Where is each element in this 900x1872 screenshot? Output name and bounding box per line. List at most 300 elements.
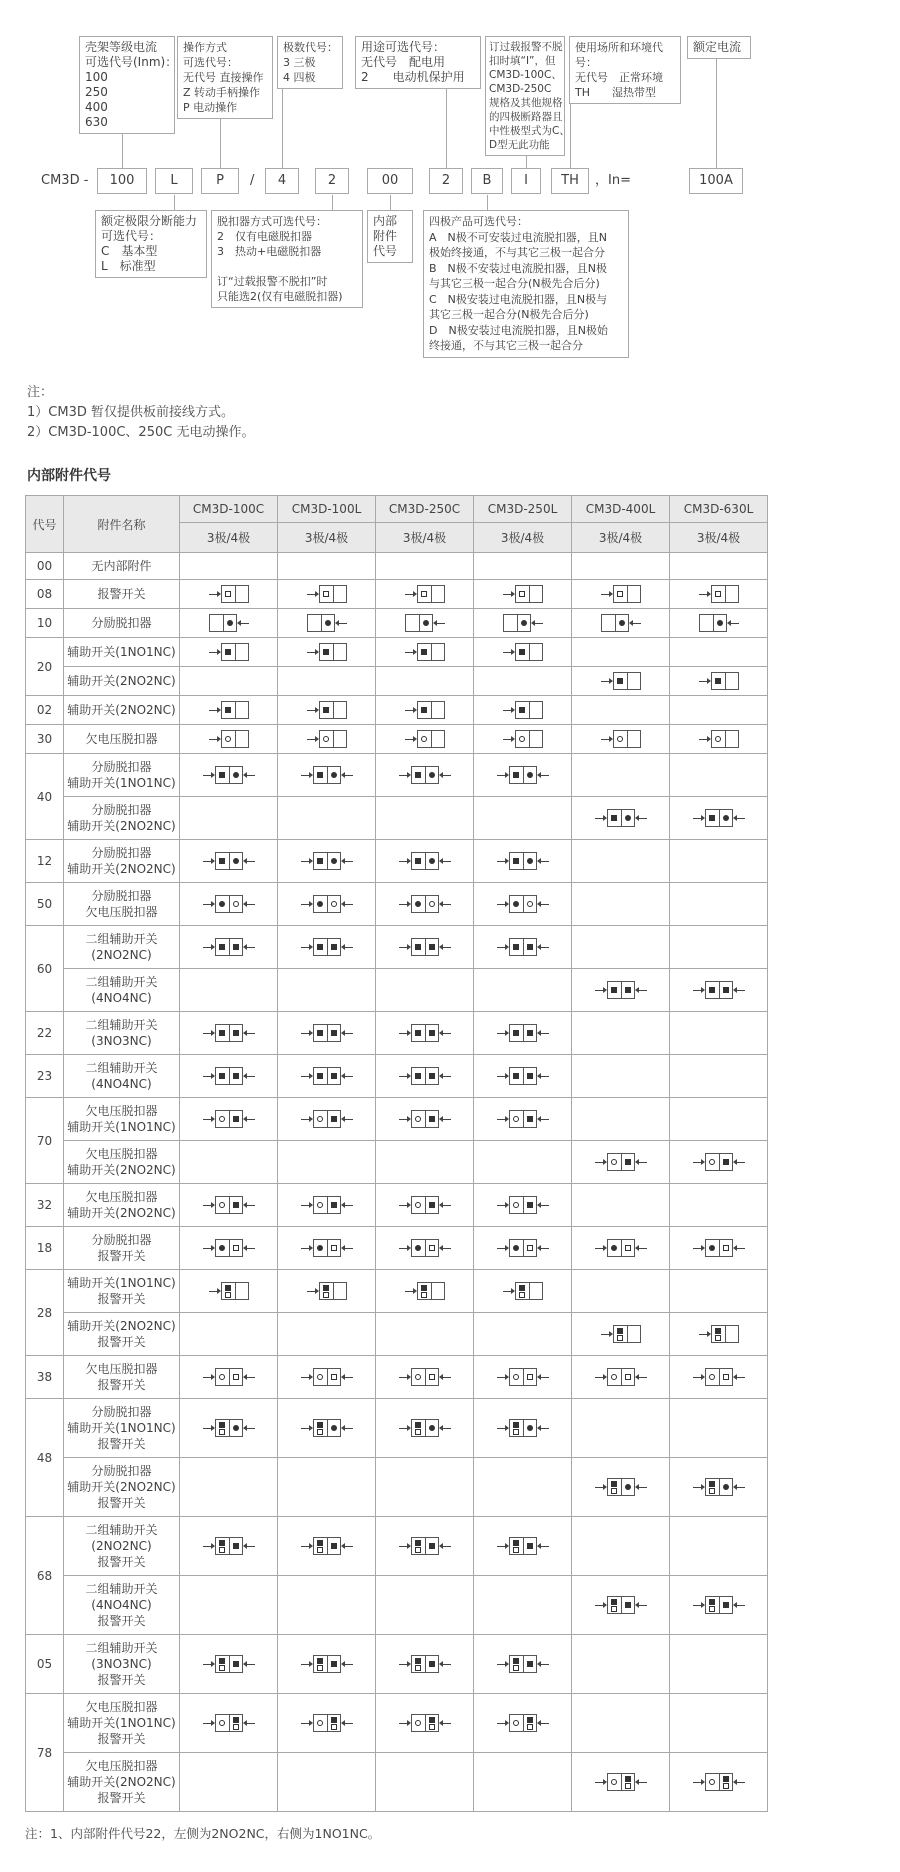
accessory-body <box>215 1537 243 1555</box>
contact-symbol-fc <box>415 1245 421 1251</box>
lead-wire <box>541 1664 549 1665</box>
accessory-compartment <box>216 1240 229 1256</box>
accessory-schematic-icon <box>497 1110 549 1128</box>
model-availability-cell <box>180 638 278 667</box>
accessory-compartment <box>412 1197 425 1213</box>
accessory-body <box>313 1714 341 1732</box>
model-availability-cell <box>180 1753 278 1812</box>
contact-symbol-hs <box>225 1292 231 1298</box>
accessory-name-cell <box>64 1517 180 1576</box>
lead-wire <box>399 904 407 905</box>
contact-symbol-fs <box>709 815 715 821</box>
lead-wire <box>503 710 511 711</box>
model-availability-cell <box>572 1694 670 1753</box>
contact-symbol-hc <box>317 1116 323 1122</box>
lead-wire <box>443 947 451 948</box>
contact-symbol-fc <box>513 901 519 907</box>
callout-line: 的四极断路器且 <box>489 111 563 123</box>
lead-arrow-icon <box>203 901 215 907</box>
contact-symbol-hc <box>519 736 525 742</box>
callout-line: 号： <box>575 56 597 69</box>
model-code-segment: I <box>511 168 541 194</box>
lead-wire <box>595 818 603 819</box>
accessory-compartment <box>412 1111 425 1127</box>
accessory-body <box>601 614 629 632</box>
contact-symbol-hs <box>513 1429 519 1435</box>
accessory-code-cell: 68 <box>26 1517 64 1635</box>
lead-wire <box>247 1377 255 1378</box>
accessory-body <box>319 701 347 719</box>
accessory-compartment <box>523 853 536 869</box>
accessory-schematic-icon <box>497 1714 549 1732</box>
lead-arrow-icon <box>399 944 411 950</box>
lead-arrow-icon <box>203 1073 215 1079</box>
accessory-compartment <box>235 586 248 602</box>
lead-arrow-icon <box>537 1116 549 1122</box>
model-availability-cell <box>670 1055 768 1098</box>
contact-symbol-hc <box>323 736 329 742</box>
lead-arrow-icon <box>341 1073 353 1079</box>
table-row <box>26 638 768 667</box>
accessory-compartment <box>314 1369 327 1385</box>
contact-symbol-hc <box>513 1202 519 1208</box>
lead-wire <box>541 1033 549 1034</box>
lead-wire <box>737 990 745 991</box>
accessory-compartment <box>327 1240 340 1256</box>
accessory-body <box>313 1110 341 1128</box>
accessory-name-line: 辅助开关(2NO2NC) <box>67 703 176 717</box>
lead-wire <box>345 861 353 862</box>
accessory-compartment <box>229 1025 242 1041</box>
accessory-compartment <box>327 1656 340 1672</box>
accessory-schematic-icon <box>595 1368 647 1386</box>
contact-symbol-hc <box>219 1374 225 1380</box>
lead-wire <box>399 1723 407 1724</box>
accessory-body <box>705 809 733 827</box>
accessory-compartment <box>712 586 725 602</box>
connector-line <box>174 195 175 210</box>
model-availability-cell <box>278 1270 376 1313</box>
accessory-name-line: 分励脱扣器 <box>91 760 152 774</box>
lead-arrow-icon <box>399 858 411 864</box>
lead-wire <box>209 739 217 740</box>
model-availability-cell <box>572 667 670 696</box>
lead-wire <box>497 775 505 776</box>
accessory-compartment <box>314 1656 327 1672</box>
connector-line <box>122 134 123 168</box>
callout-line: 4 四极 <box>283 71 316 84</box>
contact-symbol-fs <box>429 1543 435 1549</box>
accessory-body <box>215 938 243 956</box>
contact-symbol-hc <box>317 1374 323 1380</box>
accessory-body <box>313 1067 341 1085</box>
accessory-schematic-icon <box>601 614 641 632</box>
accessory-schematic-icon <box>503 701 543 719</box>
accessory-schematic-icon <box>601 585 641 603</box>
contact-symbol-fs <box>723 1776 729 1782</box>
lead-wire <box>699 594 707 595</box>
lead-wire <box>443 1546 451 1547</box>
accessory-compartment <box>320 586 333 602</box>
lead-arrow-icon <box>341 1374 353 1380</box>
model-code-segment: B <box>471 168 503 194</box>
model-availability-cell <box>474 754 572 797</box>
accessory-schematic-icon <box>301 1196 353 1214</box>
contact-symbol-hs <box>219 1429 225 1435</box>
accessory-compartment <box>725 586 738 602</box>
accessory-compartment <box>314 1715 327 1731</box>
accessory-compartment <box>308 615 321 631</box>
lead-wire <box>203 1076 211 1077</box>
contact-symbol-hs <box>415 1429 421 1435</box>
accessory-compartment <box>719 1240 732 1256</box>
contact-symbol-hs <box>723 1374 729 1380</box>
accessory-schematic-icon <box>497 895 549 913</box>
contact-symbol-fs <box>611 987 617 993</box>
contact-symbol-hc <box>421 736 427 742</box>
accessory-compartment <box>510 1715 523 1731</box>
callout-line: 可选代号： <box>101 229 162 243</box>
accessory-name-line: (4NO4NC) <box>91 1077 152 1091</box>
contact-symbol-hs <box>421 1292 427 1298</box>
accessory-name-line: 辅助开关(2NO2NC) <box>67 1206 176 1220</box>
lead-arrow-icon <box>307 1288 319 1294</box>
accessory-name-line: 辅助开关(2NO2NC) <box>67 862 176 876</box>
accessory-compartment <box>510 853 523 869</box>
accessory-code-cell: 23 <box>26 1055 64 1098</box>
lead-wire <box>345 1723 353 1724</box>
lead-wire <box>345 1428 353 1429</box>
accessory-compartment <box>412 1715 425 1731</box>
accessory-compartment <box>425 896 438 912</box>
lead-arrow-icon <box>341 1245 353 1251</box>
lead-arrow-icon <box>601 736 613 742</box>
lead-arrow-icon <box>301 1030 313 1036</box>
contact-symbol-hs <box>225 591 231 597</box>
callout-line: 使用场所和环境代 <box>575 41 663 54</box>
accessory-compartment <box>229 1538 242 1554</box>
accessory-body <box>607 981 635 999</box>
col-subheader-poles: 3极/4极 <box>278 523 376 553</box>
contact-symbol-fc <box>317 1245 323 1251</box>
model-availability-cell <box>278 1458 376 1517</box>
callout-release-type <box>211 210 363 308</box>
accessory-schematic-icon <box>301 1368 353 1386</box>
model-availability-cell <box>278 609 376 638</box>
accessory-code-cell: 70 <box>26 1098 64 1184</box>
model-availability-cell <box>670 1227 768 1270</box>
lead-wire <box>307 710 315 711</box>
lead-arrow-icon <box>693 1484 705 1490</box>
lead-arrow-icon <box>537 1073 549 1079</box>
lead-wire <box>541 1546 549 1547</box>
contact-symbol-hs <box>519 591 525 597</box>
lead-wire <box>497 1723 505 1724</box>
lead-arrow-icon <box>733 987 745 993</box>
lead-wire <box>639 990 647 991</box>
accessory-compartment <box>517 615 530 631</box>
accessory-compartment <box>418 644 431 660</box>
lead-wire <box>541 861 549 862</box>
lead-arrow-icon <box>399 1030 411 1036</box>
accessory-name-line: 报警开关 <box>97 1555 146 1569</box>
accessory-name-line: 二组辅助开关 <box>85 1523 158 1537</box>
lead-arrow-icon <box>497 1202 509 1208</box>
accessory-body <box>215 1196 243 1214</box>
accessory-body <box>509 1110 537 1128</box>
contact-symbol-fs <box>233 1202 239 1208</box>
accessory-compartment <box>510 1538 523 1554</box>
model-availability-cell <box>278 840 376 883</box>
lead-arrow-icon <box>243 1245 255 1251</box>
lead-wire <box>301 1119 309 1120</box>
accessory-schematic-icon <box>693 1773 745 1791</box>
contact-symbol-fs <box>429 1073 435 1079</box>
accessory-code-cell: 00 <box>26 553 64 580</box>
lead-wire <box>595 1162 603 1163</box>
lead-wire <box>203 1033 211 1034</box>
accessory-body <box>509 1537 537 1555</box>
accessory-name-line: 分励脱扣器 <box>91 1405 152 1419</box>
model-availability-cell <box>376 1270 474 1313</box>
accessory-compartment <box>523 896 536 912</box>
accessory-compartment <box>719 1154 732 1170</box>
accessory-name-line: 分励脱扣器 <box>91 846 152 860</box>
lead-wire <box>203 904 211 905</box>
accessory-compartment <box>725 673 738 689</box>
lead-arrow-icon <box>537 944 549 950</box>
accessory-schematic-icon <box>497 1368 549 1386</box>
model-availability-cell <box>278 667 376 696</box>
lead-wire <box>399 947 407 948</box>
lead-wire <box>301 947 309 948</box>
lead-arrow-icon <box>399 1374 411 1380</box>
lead-arrow-icon <box>209 649 221 655</box>
lead-wire <box>503 652 511 653</box>
accessory-compartment <box>216 1656 229 1672</box>
lead-arrow-icon <box>537 1425 549 1431</box>
accessory-schematic-icon <box>595 1773 647 1791</box>
accessory-name-line: 辅助开关(2NO2NC) <box>67 1775 176 1789</box>
accessory-body <box>319 730 347 748</box>
contact-symbol-fs <box>233 1543 239 1549</box>
contact-symbol-fs <box>429 1661 435 1667</box>
model-availability-cell <box>670 1012 768 1055</box>
accessory-schematic-icon <box>601 1325 641 1343</box>
lead-arrow-icon <box>341 1030 353 1036</box>
accessory-compartment <box>229 1715 242 1731</box>
callout-line: 脱扣器方式可选代号： <box>217 215 327 228</box>
accessory-name-cell <box>64 969 180 1012</box>
accessory-body <box>417 730 445 748</box>
model-availability-cell <box>572 1517 670 1576</box>
lead-arrow-icon <box>727 620 739 626</box>
model-availability-cell <box>180 1313 278 1356</box>
lead-arrow-icon <box>693 1374 705 1380</box>
contact-symbol-hs <box>709 1606 715 1612</box>
accessory-body <box>221 643 249 661</box>
connector-line <box>446 89 447 168</box>
table-row <box>26 1098 768 1141</box>
callout-line: 额定极限分断能力 <box>101 214 198 228</box>
contact-symbol-hc <box>429 901 435 907</box>
lead-wire <box>399 1546 407 1547</box>
accessory-body <box>221 585 249 603</box>
lead-arrow-icon <box>693 1602 705 1608</box>
lead-wire <box>345 1205 353 1206</box>
contact-symbol-fs <box>513 858 519 864</box>
table-row <box>26 969 768 1012</box>
callout-line: D N极安装过电流脱扣器，且N极始 <box>429 323 608 337</box>
contact-symbol-fc <box>625 1484 631 1490</box>
accessory-name-cell <box>64 1753 180 1812</box>
accessory-compartment <box>510 1068 523 1084</box>
lead-wire <box>399 1205 407 1206</box>
contact-symbol-fc <box>513 1245 519 1251</box>
lead-arrow-icon <box>497 1543 509 1549</box>
model-availability-cell <box>572 1270 670 1313</box>
accessory-name-line: 欠电压脱扣器 <box>85 1759 158 1773</box>
accessory-compartment <box>523 1715 536 1731</box>
contact-symbol-hs <box>625 1783 631 1789</box>
lead-arrow-icon <box>439 858 451 864</box>
accessory-body <box>411 1110 439 1128</box>
lead-arrow-icon <box>243 1374 255 1380</box>
accessory-schematic-icon <box>497 766 549 784</box>
contact-symbol-fs <box>225 707 231 713</box>
model-availability-cell <box>670 926 768 969</box>
model-availability-cell <box>572 840 670 883</box>
accessory-compartment <box>621 1154 634 1170</box>
accessory-body <box>411 895 439 913</box>
accessory-body <box>313 852 341 870</box>
accessory-name-line: 报警开关 <box>97 1335 146 1349</box>
table-row <box>26 1576 768 1635</box>
lead-wire <box>247 1546 255 1547</box>
lead-arrow-icon <box>733 1245 745 1251</box>
accessory-code-cell: 12 <box>26 840 64 883</box>
accessory-schematic-icon <box>693 1153 745 1171</box>
accessory-compartment <box>425 1240 438 1256</box>
contact-symbol-hc <box>611 1779 617 1785</box>
lead-wire <box>601 1334 609 1335</box>
model-availability-cell <box>474 1517 572 1576</box>
contact-symbol-fs <box>415 944 421 950</box>
connector-line <box>570 104 571 168</box>
note-line-1: 1）CM3D 暂仅提供板前接线方式。 <box>27 405 234 420</box>
accessory-schematic-icon <box>307 643 347 661</box>
lead-wire <box>639 1605 647 1606</box>
accessory-name-cell <box>64 1270 180 1313</box>
accessory-body <box>215 1110 243 1128</box>
lead-arrow-icon <box>433 620 445 626</box>
contact-symbol-fc <box>219 1245 225 1251</box>
model-availability-cell <box>180 667 278 696</box>
lead-wire <box>437 623 445 624</box>
lead-arrow-icon <box>203 944 215 950</box>
lead-arrow-icon <box>537 858 549 864</box>
accessory-name-line: 辅助开关(1NO1NC) <box>67 1276 176 1290</box>
accessory-compartment <box>425 939 438 955</box>
accessory-compartment <box>523 939 536 955</box>
accessory-compartment <box>621 1774 634 1790</box>
model-availability-cell <box>278 638 376 667</box>
contact-symbol-hc <box>611 1374 617 1380</box>
callout-line: 2 电动机保护用 <box>361 70 465 84</box>
accessory-name-line: (4NO4NC) <box>91 991 152 1005</box>
contact-symbol-fs <box>513 1658 519 1664</box>
accessory-schematic-icon <box>203 1239 255 1257</box>
model-availability-cell <box>376 1753 474 1812</box>
contact-symbol-fs <box>233 1116 239 1122</box>
model-availability-cell <box>180 1576 278 1635</box>
model-availability-cell <box>376 638 474 667</box>
lead-wire <box>247 1664 255 1665</box>
model-code-segment: 2 <box>429 168 463 194</box>
accessory-compartment <box>523 1240 536 1256</box>
accessory-compartment <box>608 810 621 826</box>
model-availability-cell <box>572 1055 670 1098</box>
table-row <box>26 1517 768 1576</box>
lead-wire <box>639 818 647 819</box>
model-availability-cell <box>670 1098 768 1141</box>
lead-wire <box>399 1076 407 1077</box>
connector-line <box>220 119 221 168</box>
lead-arrow-icon <box>601 1331 613 1337</box>
callout-line: 四极产品可选代号： <box>429 215 528 228</box>
accessory-compartment <box>327 896 340 912</box>
accessory-compartment <box>516 1283 529 1299</box>
accessory-compartment <box>321 615 334 631</box>
accessory-schematic-icon <box>399 1714 451 1732</box>
model-availability-cell <box>474 1458 572 1517</box>
contact-symbol-hc <box>513 1720 519 1726</box>
accessory-body <box>711 730 739 748</box>
contact-symbol-fs <box>331 1717 337 1723</box>
accessory-compartment <box>216 1538 229 1554</box>
accessory-schematic-icon <box>699 672 739 690</box>
contact-symbol-fs <box>527 1030 533 1036</box>
accessory-code-cell: 30 <box>26 725 64 754</box>
model-availability-cell <box>278 1576 376 1635</box>
lead-arrow-icon <box>405 736 417 742</box>
accessory-name-cell <box>64 1694 180 1753</box>
table-row <box>26 667 768 696</box>
contact-symbol-fs <box>519 1285 525 1291</box>
model-availability-cell <box>180 926 278 969</box>
callout-line: A N极不可安装过电流脱扣器，且N <box>429 230 607 244</box>
contact-symbol-fs <box>233 1661 239 1667</box>
lead-wire <box>345 1546 353 1547</box>
lead-wire <box>247 1205 255 1206</box>
accessory-body <box>215 1368 243 1386</box>
lead-arrow-icon <box>405 707 417 713</box>
accessory-body <box>607 1239 635 1257</box>
callout-line: 用途可选代号： <box>361 40 446 54</box>
accessory-name-line: 报警开关 <box>97 1437 146 1451</box>
accessory-compartment <box>523 1420 536 1436</box>
accessory-schematic-icon <box>399 1196 451 1214</box>
accessory-schematic-icon <box>399 1655 451 1673</box>
lead-arrow-icon <box>209 1288 221 1294</box>
accessory-name-line: 欠电压脱扣器 <box>85 1700 158 1714</box>
model-availability-cell <box>670 1635 768 1694</box>
contact-symbol-hc <box>415 1374 421 1380</box>
lead-arrow-icon <box>537 1030 549 1036</box>
accessory-compartment <box>706 1369 719 1385</box>
accessory-compartment <box>327 1197 340 1213</box>
accessory-compartment <box>425 1715 438 1731</box>
